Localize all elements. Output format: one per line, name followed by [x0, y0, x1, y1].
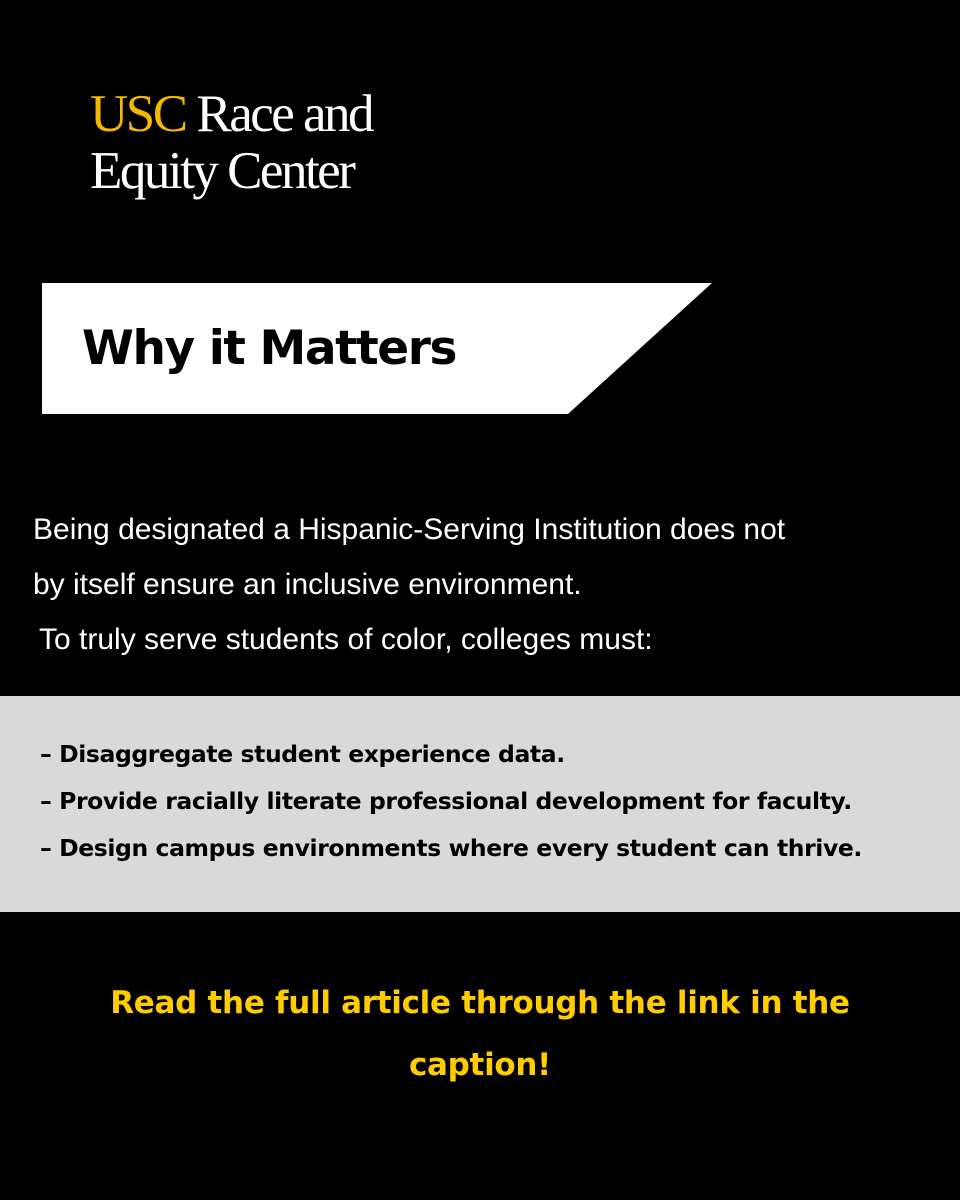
list-item: – Provide racially literate professional development for faculty. — [40, 787, 852, 815]
intro-line: Being designated a Hispanic-Serving Institution does not — [33, 513, 786, 546]
list-item: – Design campus environments where every student can thrive. — [40, 834, 862, 862]
actions-list — [40, 731, 862, 872]
race-and-equity-center-logo — [90, 86, 372, 200]
page-title: Why it Matters — [82, 321, 457, 376]
logo-line-2: Equity Center — [90, 142, 354, 200]
list-item: – Disaggregate student experience data. — [40, 740, 565, 768]
call-to-action: Read the full article through the link in the caption! — [110, 985, 850, 1083]
logo-race-and-text: Race and — [185, 85, 373, 143]
intro-line: To truly serve students of color, colleges must: — [39, 623, 653, 656]
intro-line: by itself ensure an inclusive environment. — [33, 568, 582, 601]
intro-paragraph — [33, 502, 933, 667]
logo-usc-text: USC — [90, 85, 186, 143]
logo-line-1 — [90, 86, 372, 143]
